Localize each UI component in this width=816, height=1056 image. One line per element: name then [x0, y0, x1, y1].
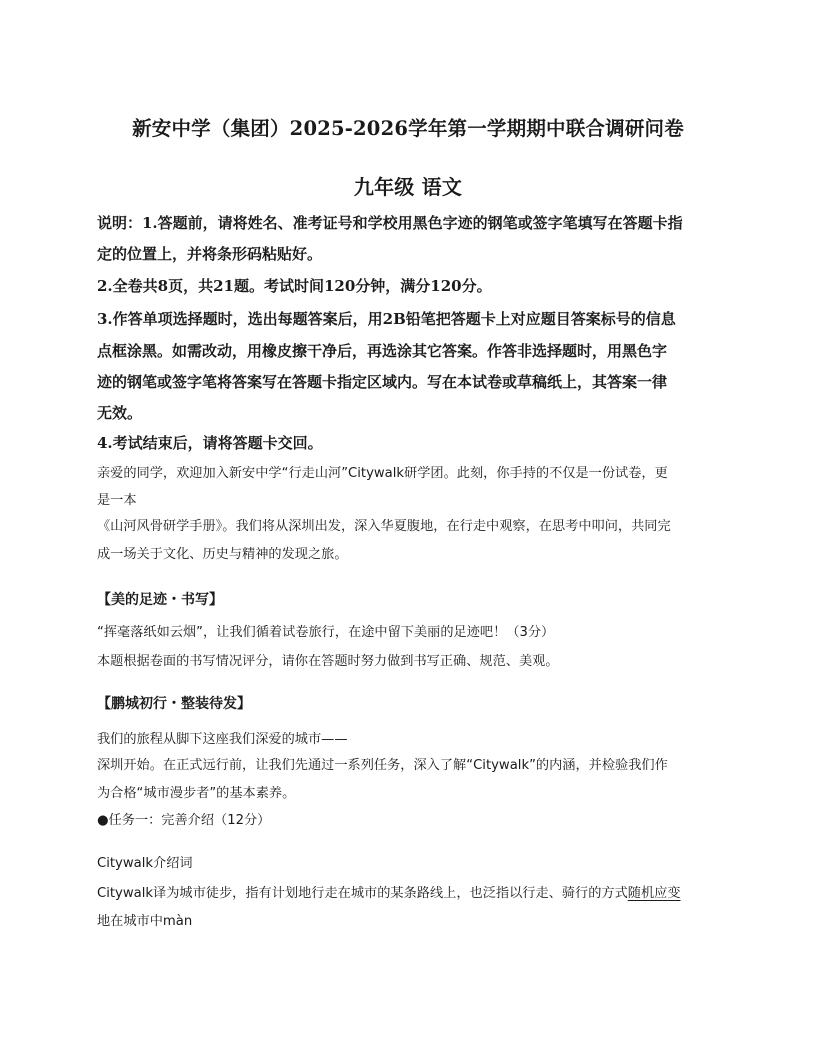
underlined-phrase: 随机应变: [627, 886, 681, 901]
passage-line-1: [97, 887, 681, 900]
intro-line-3: 《山河风骨研学手册》。我们将从深圳出发，深入华夏腹地，在行走中观察，在思考中叩问，共同完: [97, 519, 671, 534]
section-heading-shenzhen: 【鹏城初行・整装待发】: [97, 696, 251, 712]
instruction-line-3: 2.全卷共8页，共21题。考试时间120分钟，满分120分。: [97, 277, 492, 295]
passage-line-2: 地在城市中màn: [97, 914, 193, 929]
passage-title: Citywalk介绍词: [97, 856, 193, 871]
passage-line-1-text: Citywalk译为城市徒步，指有计划地行走在城市的某条路线上，也泛指以行走、骑行的方式: [97, 886, 628, 901]
task-one-label: ●任务一：完善介绍（12分）: [97, 813, 271, 828]
instruction-line-2: 定的位置上，并将条形码粘贴好。: [97, 245, 323, 263]
instruction-line-6: 迹的钢笔或签字笔将答案写在答题卡指定区域内。写在本试卷或草稿纸上，其答案一律: [97, 373, 668, 391]
instruction-line-4: 3.作答单项选择题时，选出每题答案后，用2B铅笔把答题卡上对应题目答案标号的信息: [97, 310, 676, 328]
intro-line-2: 是一本: [97, 493, 137, 508]
section2-line-2: 深圳开始。在正式远行前，让我们先通过一系列任务，深入了解“Citywalk”的内涵，并检验我们作: [97, 758, 668, 773]
section1-line-2: 本题根据卷面的书写情况评分，请你在答题时努力做到书写正确、规范、美观。: [97, 654, 559, 669]
instruction-line-8: 4.考试结束后，请将答题卡交回。: [97, 434, 323, 452]
intro-line-1: 亲爱的同学，欢迎加入新安中学“行走山河”Citywalk研学团。此刻，你手持的不仅是一份试卷，更: [97, 466, 668, 481]
section1-line-1: “挥毫落纸如云烟”，让我们循着试卷旅行，在途中留下美丽的足迹吧！（3分）: [97, 625, 555, 640]
instruction-line-1: 说明：1.答题前，请将姓名、准考证号和学校用黑色字迹的钢笔或签字笔填写在答题卡指: [97, 214, 683, 232]
intro-line-4: 成一场关于文化、历史与精神的发现之旅。: [97, 547, 348, 562]
section2-line-3: 为合格“城市漫步者”的基本素养。: [97, 786, 296, 801]
instruction-line-7: 无效。: [97, 404, 143, 422]
section2-line-1: 我们的旅程从脚下这座我们深爱的城市——: [97, 732, 348, 747]
exam-title: 新安中学（集团）2025-2026学年第一学期期中联合调研问卷: [132, 117, 684, 140]
instruction-line-5: 点框涂黑。如需改动，用橡皮擦干净后，再选涂其它答案。作答非选择题时，用黑色字: [97, 342, 668, 360]
section-heading-writing: 【美的足迹・书写】: [97, 592, 223, 608]
exam-subtitle: 九年级 语文: [353, 175, 463, 199]
